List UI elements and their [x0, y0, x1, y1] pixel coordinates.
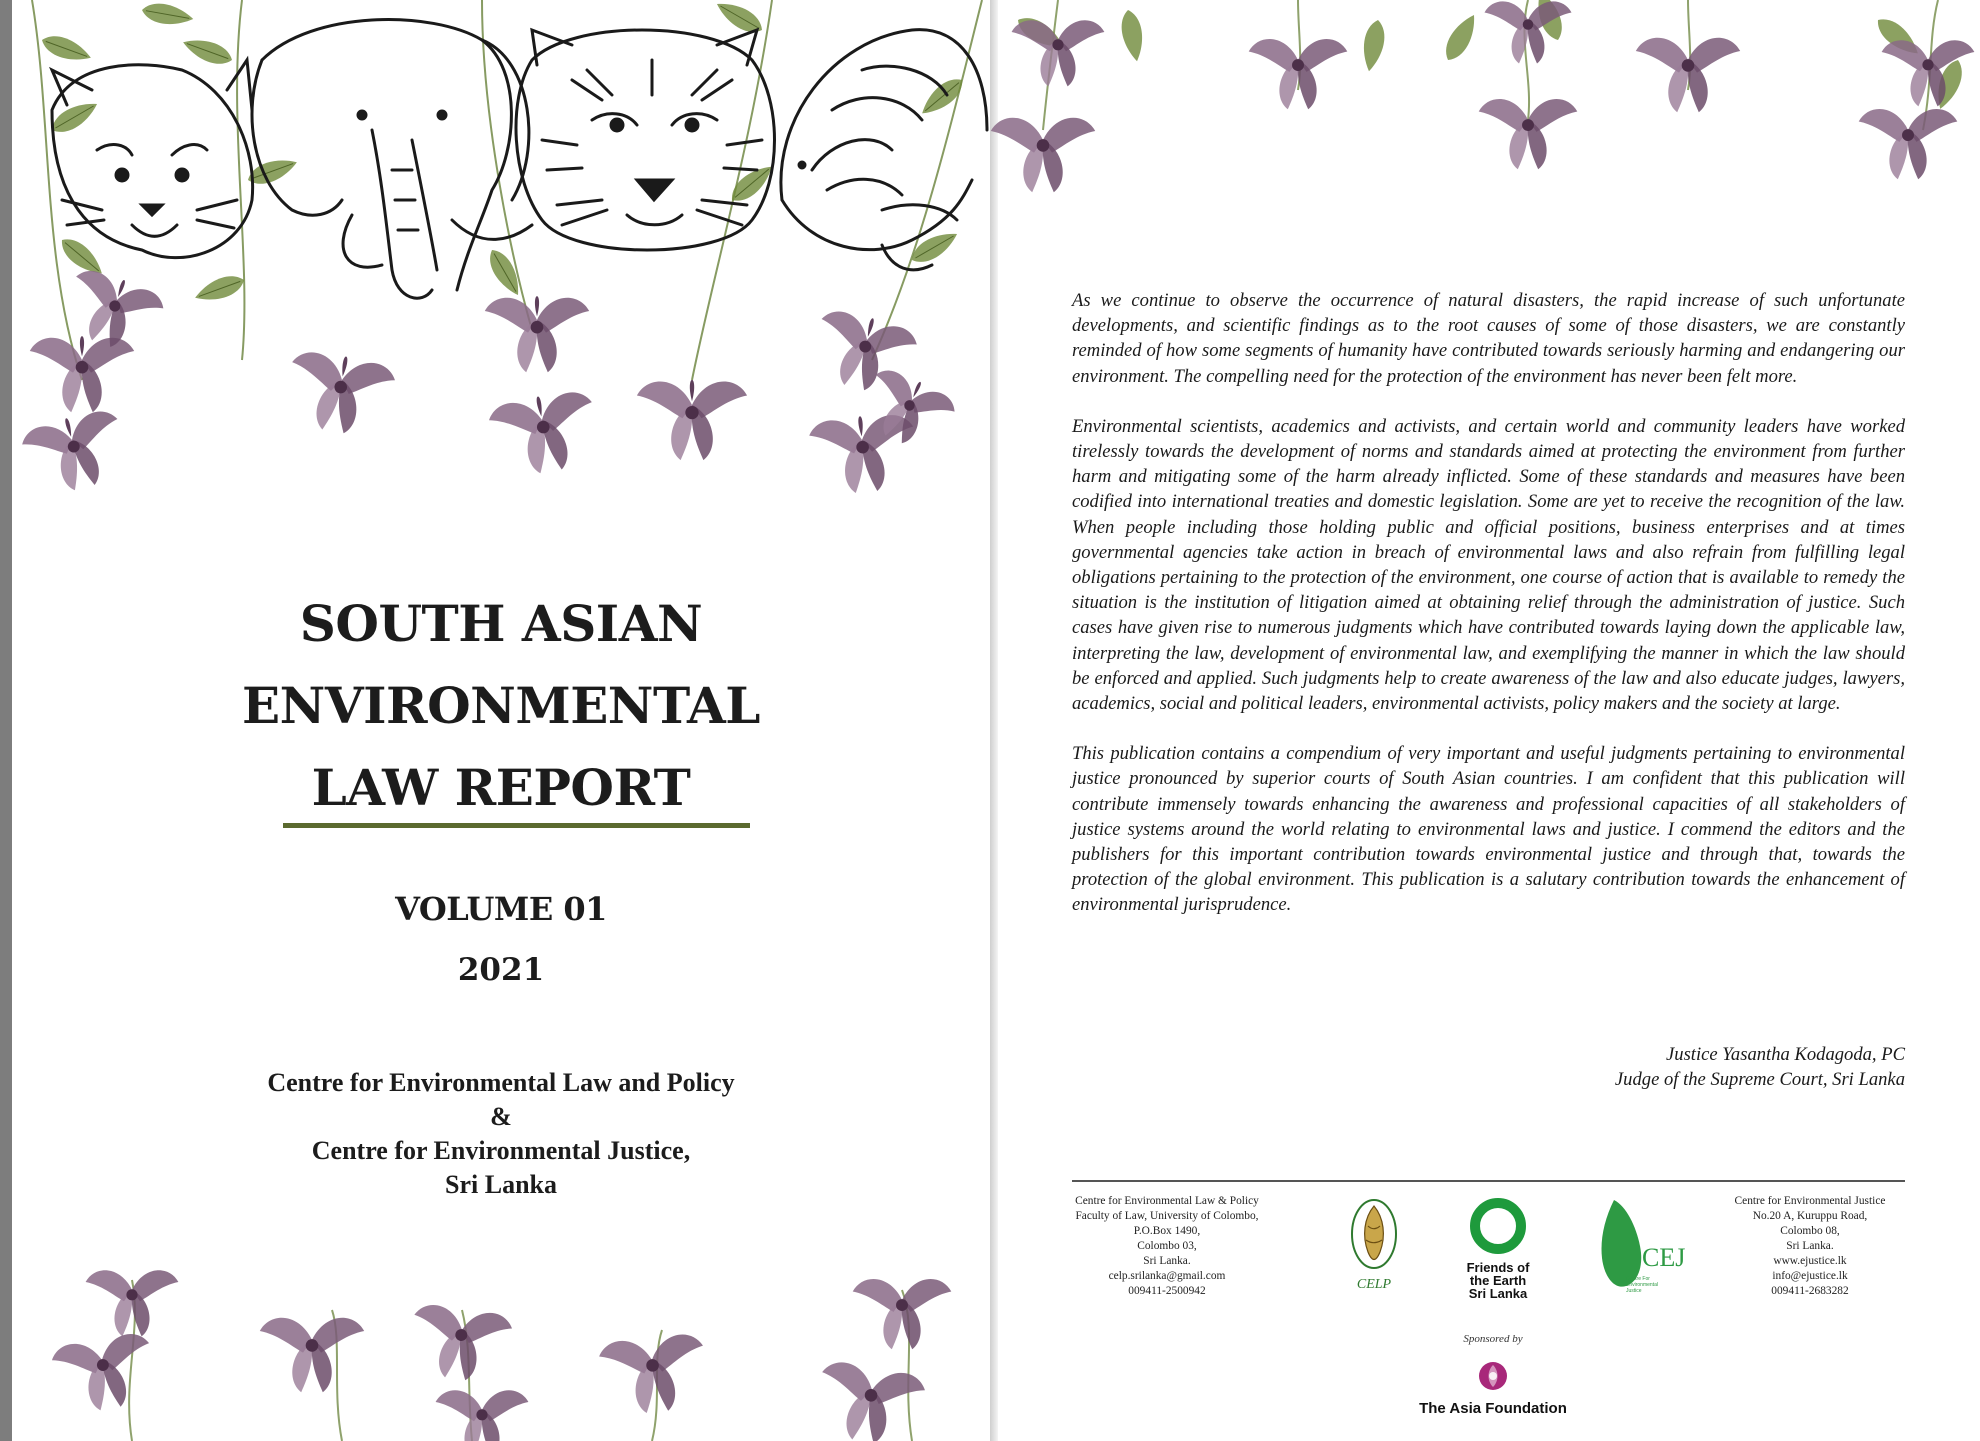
foe-line: Friends of — [1466, 1260, 1530, 1275]
foreword-page — [998, 0, 1980, 1441]
cej-logo — [1596, 1196, 1686, 1300]
foreword-top-illustration — [998, 0, 1980, 210]
sri-lanka-map-icon — [1602, 1200, 1642, 1287]
elephant-icon — [252, 20, 532, 299]
asia-foundation-icon — [1478, 1361, 1508, 1391]
sponsor-name: The Asia Foundation — [1419, 1400, 1567, 1417]
foreword-body — [1072, 288, 1905, 943]
orchid-icon — [19, 264, 960, 500]
year-label: 2021 — [457, 952, 545, 988]
pangolin-icon — [781, 30, 987, 270]
address-line: Faculty of Law, University of Colombo, — [1075, 1210, 1259, 1222]
address-line: Colombo 08, — [1780, 1225, 1840, 1237]
address-email: info@ejustice.lk — [1772, 1270, 1848, 1282]
address-email: celp.srilanka@gmail.com — [1108, 1270, 1226, 1282]
cej-small-text: Environmental — [1626, 1282, 1658, 1288]
cover-page — [12, 0, 990, 1441]
cej-small-text: Centre For — [1626, 1276, 1650, 1282]
celp-emblem-icon — [1352, 1200, 1396, 1268]
cej-logo-text: CEJ — [1642, 1243, 1686, 1272]
foreword-paragraph-1: As we continue to observe the occurrence of natural disasters, the rapid increase of such unfortunate developments, and scientific findings as to the root causes of some of those disasters, we are constantly reminded of how some segments of humanity have contributed towards seriously harming and endangering our environment. The compelling need for the protection of the environment has never been felt more. — [1072, 290, 1905, 387]
address-line: Centre for Environmental Law & Policy — [1075, 1195, 1259, 1207]
signature-title: Judge of the Supreme Court, Sri Lanka — [1614, 1069, 1905, 1090]
address-website: www.ejustice.lk — [1773, 1255, 1847, 1267]
celp-address — [1052, 1194, 1282, 1299]
celp-logo — [1346, 1196, 1402, 1296]
address-line: Sri Lanka. — [1786, 1240, 1834, 1252]
cej-address — [1695, 1194, 1925, 1299]
tiger-icon — [516, 30, 775, 250]
celp-logo-text: CELP — [1356, 1277, 1392, 1292]
foe-logo — [1456, 1196, 1540, 1300]
signature-name: Justice Yasantha Kodagoda, PC — [1666, 1044, 1905, 1065]
cover-top-illustration — [12, 0, 990, 520]
footer-rule — [1072, 1180, 1905, 1182]
address-phone: 009411-2500942 — [1128, 1285, 1206, 1297]
title-line-1: SOUTH ASIAN — [299, 594, 703, 653]
signature-block — [1615, 1042, 1905, 1092]
title-underline — [283, 823, 750, 828]
address-line: No.20 A, Kuruppu Road, — [1752, 1210, 1868, 1222]
publisher-block — [12, 1066, 990, 1202]
foe-ring-icon — [1468, 1196, 1528, 1256]
foe-line: the Earth — [1469, 1273, 1527, 1288]
report-title — [12, 583, 990, 829]
title-line-3: LAW REPORT — [311, 758, 691, 817]
foreword-paragraph-2: Environmental scientists, academics and activists, and certain world and community leaders have worked tirelessly towards the development of norms and standards aimed at protecting the environment from further harm and mitigating some of the harm already inflicted. Some of these standards and measures have been codified into international treaties and domestic legislation. Some are yet to receive the recognition of the law. When people including those holding public and official positions, business enterprises and at times governmental agencies take action in breach of environmental laws and also refrain from fulfilling legal obligations pertaining to the protection of the environment, one course of action that is available to remedy the situation is the institution of litigation aimed at obtaining relief through the administration of justice. Such cases have given rise to numerous judgments which have contributed towards laying down the applicable law, interpreting the law, development of environmental law, and exemplifying the manner in which the law should be enforced and applied. Such judgments help to create awareness of the law and also educate judges, lawyers, academics, social and political leaders, environmental activists, policy makers and the society at large. — [1072, 415, 1905, 715]
orchid-icon — [50, 1270, 952, 1441]
title-line-2: ENVIRONMENTAL — [242, 676, 760, 735]
volume-label: VOLUME 01 — [395, 890, 607, 928]
foreword-paragraph-3: This publication contains a compendium of very important and useful judgments pertaining to environmental justice pronounced by superior courts of South Asian countries. I am confident that this publication will contribute immensely towards enhancing the awareness and professional capacities of all stakeholders of justice systems around the world relating to environmental laws and justice. I commend the editors and the publishers for this important contribution towards environmental justice and through that, towards the protection of the global environment. This publication is a salutary contribution towards the enhancement of environmental jurisprudence. — [1072, 743, 1905, 916]
address-line: Colombo 03, — [1137, 1240, 1197, 1252]
cover-bottom-illustration — [12, 1240, 990, 1441]
address-line: Sri Lanka. — [1143, 1255, 1191, 1267]
publisher-line-1: Centre for Environmental Law and Policy — [267, 1068, 735, 1097]
cej-small-text: Justice — [1626, 1288, 1642, 1294]
foe-line: Sri Lanka — [1468, 1286, 1528, 1301]
leaf-icon — [1013, 0, 1967, 112]
publisher-line-3: Centre for Environmental Justice, — [311, 1136, 691, 1165]
red-panda-icon — [52, 60, 253, 258]
address-line: Centre for Environmental Justice — [1734, 1195, 1886, 1207]
sponsored-by-label: Sponsored by — [1463, 1333, 1523, 1345]
publisher-line-4: Sri Lanka — [445, 1170, 557, 1199]
address-phone: 009411-2683282 — [1771, 1285, 1849, 1297]
publisher-line-2: & — [490, 1102, 512, 1131]
page-gutter — [990, 0, 998, 1441]
address-line: P.O.Box 1490, — [1133, 1225, 1201, 1237]
